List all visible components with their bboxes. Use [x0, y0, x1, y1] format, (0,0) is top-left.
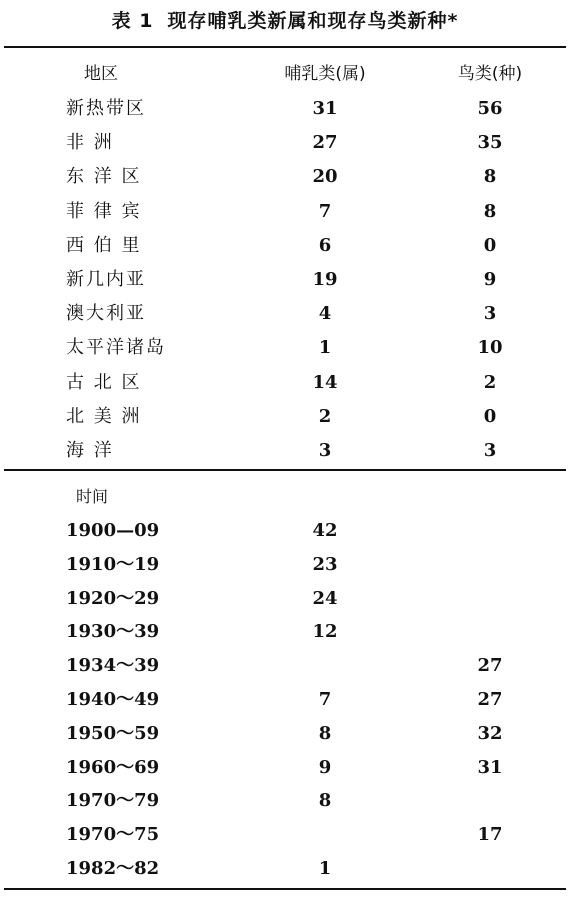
mammals-count: 8	[318, 790, 332, 812]
period-label: 1934～39	[66, 655, 160, 677]
mammals-count: 27	[312, 132, 338, 154]
birds-count: 3	[483, 303, 497, 325]
birds-count: 9	[483, 269, 497, 290]
middle-rule	[4, 469, 566, 471]
header-row	[0, 58, 570, 91]
period-row	[0, 784, 570, 817]
header-mammals: 哺乳类(属)	[284, 64, 366, 84]
time-header-row	[0, 480, 570, 513]
mammals-count: 1	[318, 337, 332, 359]
region-name: 新热带区	[66, 98, 146, 119]
period-row	[0, 615, 570, 648]
mammals-count: 42	[312, 520, 338, 541]
period-row	[0, 514, 570, 547]
mammals-count: 20	[312, 166, 338, 188]
region-name: 澳大利亚	[66, 303, 146, 325]
region-name: 古 北 区	[66, 371, 142, 393]
birds-count: 0	[483, 234, 497, 256]
region-row	[0, 229, 570, 262]
period-label: 1920～29	[66, 587, 160, 609]
mammals-count: 31	[312, 98, 338, 119]
table-title	[0, 6, 570, 33]
birds-count: 27	[477, 689, 503, 710]
mammals-count: 2	[318, 405, 332, 427]
mammals-count: 14	[312, 371, 338, 393]
mammals-count: 7	[318, 689, 332, 710]
region-row	[0, 297, 570, 330]
period-row	[0, 751, 570, 784]
period-row	[0, 717, 570, 750]
mammals-count: 7	[318, 200, 332, 222]
region-name: 东 洋 区	[66, 166, 142, 188]
table-number: 表 1	[111, 10, 154, 32]
period-row	[0, 582, 570, 615]
birds-count: 3	[483, 440, 497, 461]
header-birds: 鸟类(种)	[457, 64, 523, 84]
mammals-count: 6	[318, 234, 332, 256]
region-row	[0, 195, 570, 228]
region-row	[0, 160, 570, 193]
period-label: 1970～79	[66, 790, 160, 812]
region-row	[0, 366, 570, 399]
region-row	[0, 126, 570, 159]
birds-count: 27	[477, 655, 503, 677]
mammals-count: 24	[312, 587, 338, 609]
period-row	[0, 683, 570, 716]
birds-count: 8	[483, 200, 497, 222]
birds-count: 0	[483, 405, 497, 427]
region-row	[0, 434, 570, 467]
header-region: 地区	[84, 64, 118, 84]
mammals-count: 9	[318, 756, 332, 778]
mammals-count: 1	[318, 858, 332, 879]
region-row	[0, 263, 570, 296]
mammals-count: 3	[318, 440, 332, 461]
region-name: 西 伯 里	[66, 234, 142, 256]
region-name: 非 洲	[66, 132, 114, 154]
mammals-count: 4	[318, 303, 332, 325]
region-row	[0, 400, 570, 433]
period-label: 1910～19	[66, 553, 160, 575]
table-caption: 现存哺乳类新属和现存鸟类新种*	[167, 10, 459, 32]
period-label: 1960～69	[66, 756, 160, 778]
period-row	[0, 852, 570, 885]
birds-count: 8	[483, 166, 497, 188]
period-label: 1900—09	[66, 520, 160, 541]
birds-count: 31	[477, 756, 503, 778]
mammals-count: 12	[312, 621, 338, 643]
region-name: 海 洋	[66, 440, 114, 461]
birds-count: 35	[477, 132, 503, 154]
region-row	[0, 92, 570, 125]
period-label: 1970～75	[66, 824, 160, 846]
period-label: 1940～49	[66, 689, 160, 710]
region-name: 太平洋诸岛	[66, 337, 166, 359]
mammals-count: 23	[312, 553, 338, 575]
birds-count: 56	[477, 98, 503, 119]
birds-count: 10	[477, 337, 503, 359]
period-row	[0, 818, 570, 851]
birds-count: 32	[477, 722, 503, 744]
bottom-rule	[4, 888, 566, 890]
period-row	[0, 649, 570, 682]
region-name: 菲 律 宾	[66, 200, 142, 222]
region-row	[0, 331, 570, 364]
mammals-count: 8	[318, 722, 332, 744]
header-time: 时间	[76, 487, 109, 506]
birds-count: 2	[483, 371, 497, 393]
region-name: 北 美 洲	[66, 405, 142, 427]
top-rule	[4, 46, 566, 48]
period-label: 1950～59	[66, 722, 160, 744]
birds-count: 17	[477, 824, 503, 846]
mammals-count: 19	[312, 269, 338, 290]
period-label: 1982～82	[66, 858, 160, 879]
period-row	[0, 548, 570, 581]
period-label: 1930～39	[66, 621, 160, 643]
region-name: 新几内亚	[66, 269, 146, 290]
